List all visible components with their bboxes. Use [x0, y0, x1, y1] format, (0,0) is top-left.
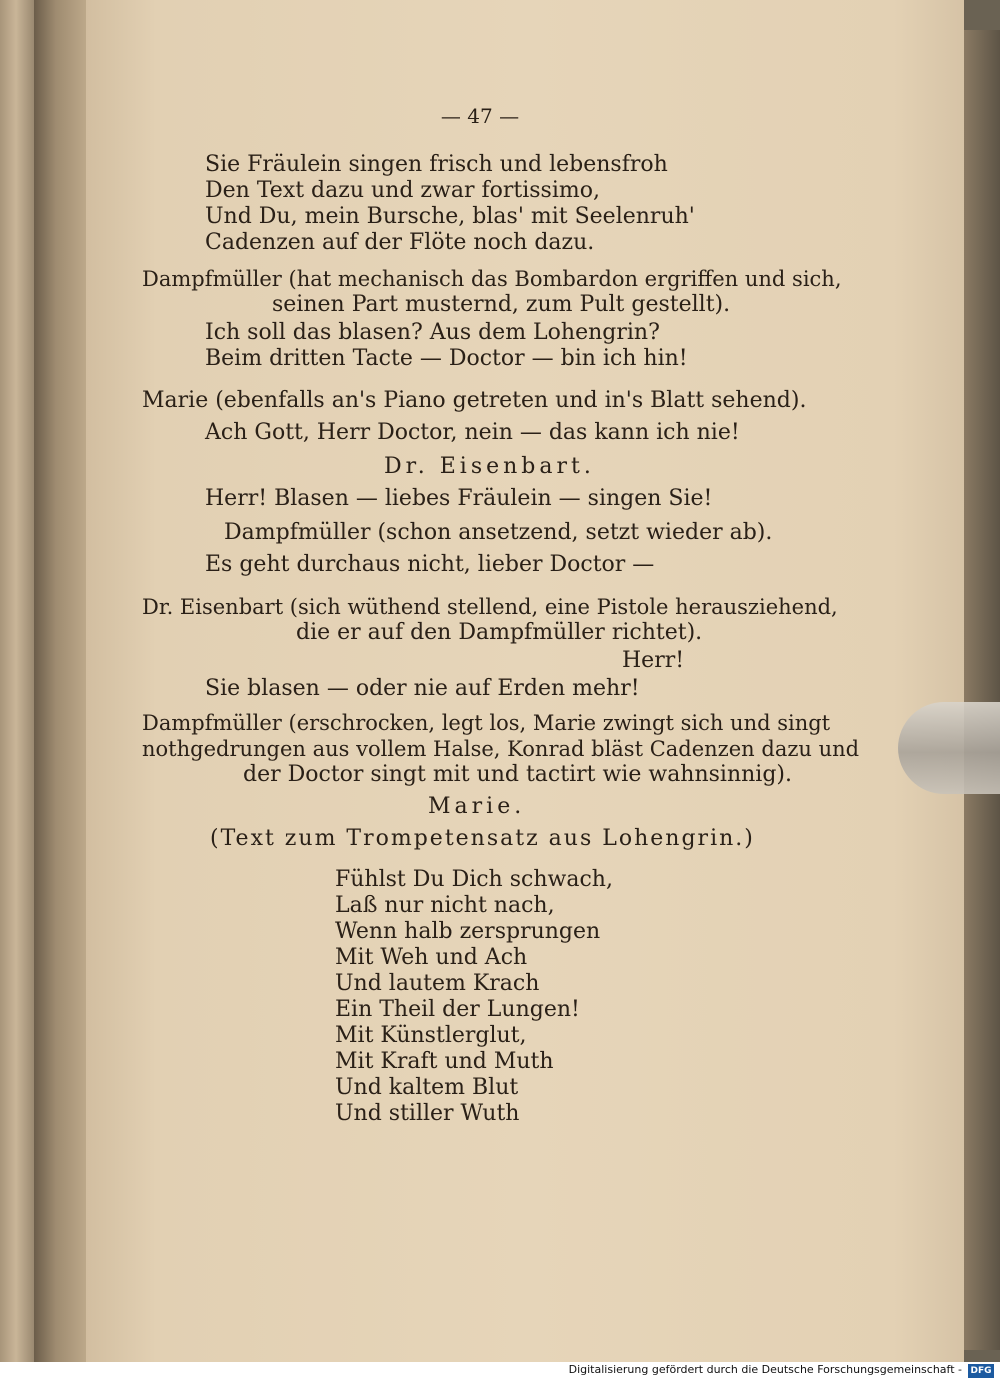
- page-edge-shadow: [964, 30, 1000, 1350]
- speaker-name: Dr. Eisenbart.: [384, 454, 595, 479]
- verse-line: Und lautem Krach: [335, 971, 540, 996]
- stage-direction: der Doctor singt mit und tactirt wie wahnsinnig).: [243, 762, 793, 787]
- text-line: Ach Gott, Herr Doctor, nein — das kann ich nie!: [205, 420, 740, 445]
- text-line: Es geht durchaus nicht, lieber Doctor —: [205, 552, 655, 577]
- dfg-logo: DFG: [968, 1364, 994, 1378]
- text-line: Und Du, mein Bursche, blas' mit Seelenruh': [205, 204, 695, 229]
- stage-direction: Dampfmüller (erschrocken, legt los, Marie zwingt sich und singt: [142, 711, 831, 735]
- verse-line: Fühlst Du Dich schwach,: [335, 867, 613, 892]
- speaker-name: Marie.: [428, 794, 526, 819]
- verse-line: Und kaltem Blut: [335, 1075, 519, 1100]
- text-line: Sie blasen — oder nie auf Erden mehr!: [205, 676, 640, 701]
- stage-direction: Dampfmüller (hat mechanisch das Bombardon ergriffen und sich,: [142, 267, 842, 291]
- text-line: Herr! Blasen — liebes Fräulein — singen Sie!: [205, 486, 713, 511]
- verse-line: Laß nur nicht nach,: [335, 893, 555, 918]
- verse-line: Und stiller Wuth: [335, 1101, 520, 1126]
- verse-line: Mit Kraft und Muth: [335, 1049, 554, 1074]
- text-line: Cadenzen auf der Flöte noch dazu.: [205, 230, 595, 255]
- text-line: Herr!: [622, 648, 685, 673]
- text-line: Beim dritten Tacte — Doctor — bin ich hin!: [205, 346, 688, 371]
- verse-line: Ein Theil der Lungen!: [335, 997, 580, 1022]
- stage-direction: die er auf den Dampfmüller richtet).: [296, 620, 703, 645]
- page-number: — 47 —: [440, 104, 520, 128]
- text-line: Ich soll das blasen? Aus dem Lohengrin?: [205, 320, 660, 345]
- verse-line: Wenn halb zersprungen: [335, 919, 601, 944]
- verse-line: Mit Weh und Ach: [335, 945, 528, 970]
- stage-direction: seinen Part musternd, zum Pult gestellt).: [272, 292, 731, 317]
- song-title: (Text zum Trompetensatz aus Lohengrin.): [210, 826, 755, 851]
- page-clip: [898, 702, 1000, 794]
- stage-direction: nothgedrungen aus vollem Halse, Konrad bläst Cadenzen dazu und: [142, 737, 860, 761]
- footer-credit: Digitalisierung gefördert durch die Deutsche Forschungsgemeinschaft -: [568, 1363, 962, 1376]
- text-line: Den Text dazu und zwar fortissimo,: [205, 178, 600, 203]
- stage-direction: Marie (ebenfalls an's Piano getreten und in's Blatt sehend).: [142, 388, 807, 413]
- text-line: Sie Fräulein singen frisch und lebensfroh: [205, 152, 668, 177]
- stage-direction: Dr. Eisenbart (sich wüthend stellend, eine Pistole herausziehend,: [142, 595, 838, 619]
- stage-direction: Dampfmüller (schon ansetzend, setzt wieder ab).: [224, 520, 773, 545]
- verse-line: Mit Künstlerglut,: [335, 1023, 527, 1048]
